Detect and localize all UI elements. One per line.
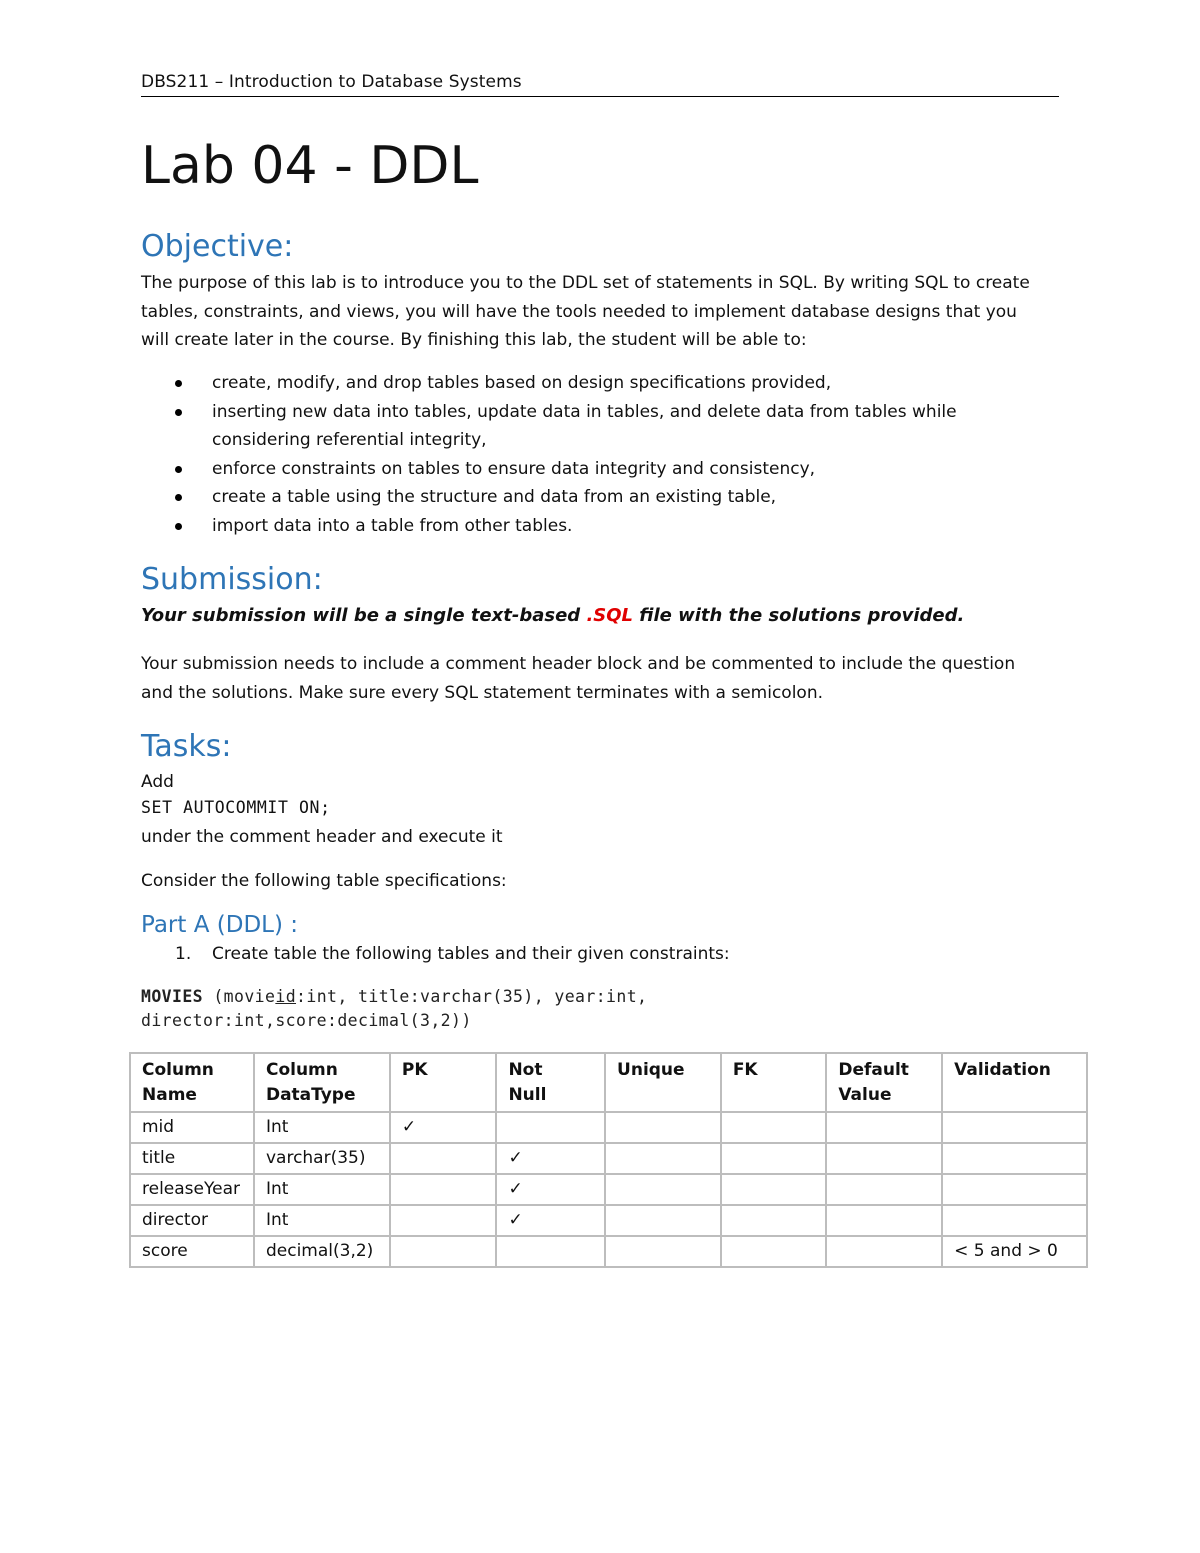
checkmark-icon: ✓ <box>390 1112 497 1143</box>
bullet-item: enforce constraints on tables to ensure data integrity and consistency, <box>141 455 1041 484</box>
table-cell <box>826 1112 942 1143</box>
table-row <box>130 1174 1087 1205</box>
objective-intro-line: The purpose of this lab is to introduce you to the DDL set of statements in SQL. By writing SQL to create <box>141 273 1030 293</box>
objective-intro <box>141 269 1061 355</box>
submission-format-extension: .SQL <box>586 605 634 626</box>
running-header: DBS211 – Introduction to Database Systems <box>141 72 1059 97</box>
table-row <box>130 1205 1087 1236</box>
table-cell: director <box>130 1205 254 1236</box>
header-cell: Column Name <box>130 1053 254 1112</box>
table-row <box>130 1112 1087 1143</box>
table-cell <box>390 1236 497 1267</box>
table-cell <box>605 1143 721 1174</box>
table-cell <box>721 1236 827 1267</box>
table-cell: Int <box>254 1174 390 1205</box>
table-cell <box>390 1205 497 1236</box>
document-title: Lab 04 - DDL <box>141 136 479 196</box>
bullet-item: create, modify, and drop tables based on design specifications provided, <box>141 369 1041 398</box>
table-cell <box>826 1205 942 1236</box>
table-cell: < 5 and > 0 <box>942 1236 1087 1267</box>
header-cell: PK <box>390 1053 497 1112</box>
submission-line: and the solutions. Make sure every SQL statement terminates with a semicolon. <box>141 682 823 703</box>
tasks-add-label: Add <box>141 772 174 792</box>
table-cell <box>942 1205 1087 1236</box>
table-row <box>130 1143 1087 1174</box>
item-text: Create table the following tables and their given constraints: <box>212 944 730 964</box>
table-cell: Int <box>254 1205 390 1236</box>
movies-definition-code <box>141 985 647 1033</box>
table-cell <box>605 1112 721 1143</box>
item-number: 1. <box>175 944 192 964</box>
header-cell: Column DataType <box>254 1053 390 1112</box>
checkmark-icon: ✓ <box>496 1143 605 1174</box>
table-cell: mid <box>130 1112 254 1143</box>
table-cell <box>721 1143 827 1174</box>
objective-intro-line: tables, constraints, and views, you will have the tools needed to implement database designs that you <box>141 301 1017 322</box>
table-cell: score <box>130 1236 254 1267</box>
table-cell <box>605 1174 721 1205</box>
movies-spec-table <box>129 1052 1088 1268</box>
objective-bullet-list <box>141 369 1041 540</box>
table-cell: Int <box>254 1112 390 1143</box>
table-cell <box>605 1236 721 1267</box>
bullet-item-line: inserting new data into tables, update data in tables, and delete data from tables while <box>212 401 957 422</box>
code-line1-a: (movie <box>203 987 276 1006</box>
checkmark-icon: ✓ <box>496 1174 605 1205</box>
code-line1-underlined: id <box>275 987 297 1006</box>
table-cell: releaseYear <box>130 1174 254 1205</box>
objective-heading: Objective: <box>141 229 294 264</box>
table-row <box>130 1236 1087 1267</box>
table-cell <box>721 1174 827 1205</box>
part-a-heading: Part A (DDL) : <box>141 912 299 938</box>
submission-instructions <box>141 650 1061 707</box>
header-cell: Validation <box>942 1053 1087 1112</box>
table-cell <box>390 1174 497 1205</box>
table-cell: decimal(3,2) <box>254 1236 390 1267</box>
bullet-item: create a table using the structure and data from an existing table, <box>141 483 1041 512</box>
tasks-consider: Consider the following table specifications: <box>141 871 507 891</box>
code-table-name: MOVIES <box>141 987 204 1006</box>
table-cell: varchar(35) <box>254 1143 390 1174</box>
table-cell <box>390 1143 497 1174</box>
table-cell <box>942 1174 1087 1205</box>
table-cell <box>942 1143 1087 1174</box>
table-cell <box>721 1112 827 1143</box>
submission-format-suffix: file with the solutions provided. <box>633 605 965 626</box>
table-cell <box>826 1236 942 1267</box>
table-header-row <box>130 1053 1087 1112</box>
code-line1-b: :int, title:varchar(35), year:int, <box>296 987 648 1006</box>
table-cell <box>605 1205 721 1236</box>
submission-format-prefix: Your submission will be a single text-based <box>141 605 587 626</box>
header-cell: Not Null <box>496 1053 605 1112</box>
bullet-item-line: considering referential integrity, <box>212 430 487 450</box>
objective-intro-line: will create later in the course. By finishing this lab, the student will be able to: <box>141 330 807 350</box>
bullet-item: import data into a table from other tables. <box>141 512 1041 541</box>
bullet-item <box>141 398 1041 455</box>
submission-line: Your submission needs to include a comment header block and be commented to include the question <box>141 654 1016 674</box>
header-cell: FK <box>721 1053 827 1112</box>
submission-heading: Submission: <box>141 562 323 597</box>
table-cell <box>942 1112 1087 1143</box>
code-line2: director:int,score:decimal(3,2)) <box>141 1011 472 1030</box>
table-cell <box>496 1236 605 1267</box>
table-cell: title <box>130 1143 254 1174</box>
table-cell <box>826 1174 942 1205</box>
table-cell <box>496 1112 605 1143</box>
checkmark-icon: ✓ <box>496 1205 605 1236</box>
tasks-code-snippet: SET AUTOCOMMIT ON; <box>141 798 331 817</box>
tasks-heading: Tasks: <box>141 729 232 764</box>
table-cell <box>826 1143 942 1174</box>
submission-format-note <box>141 605 964 626</box>
header-cell: Unique <box>605 1053 721 1112</box>
header-cell: Default Value <box>826 1053 942 1112</box>
tasks-after-code: under the comment header and execute it <box>141 827 503 847</box>
part-a-item-1 <box>141 944 730 964</box>
table-cell <box>721 1205 827 1236</box>
